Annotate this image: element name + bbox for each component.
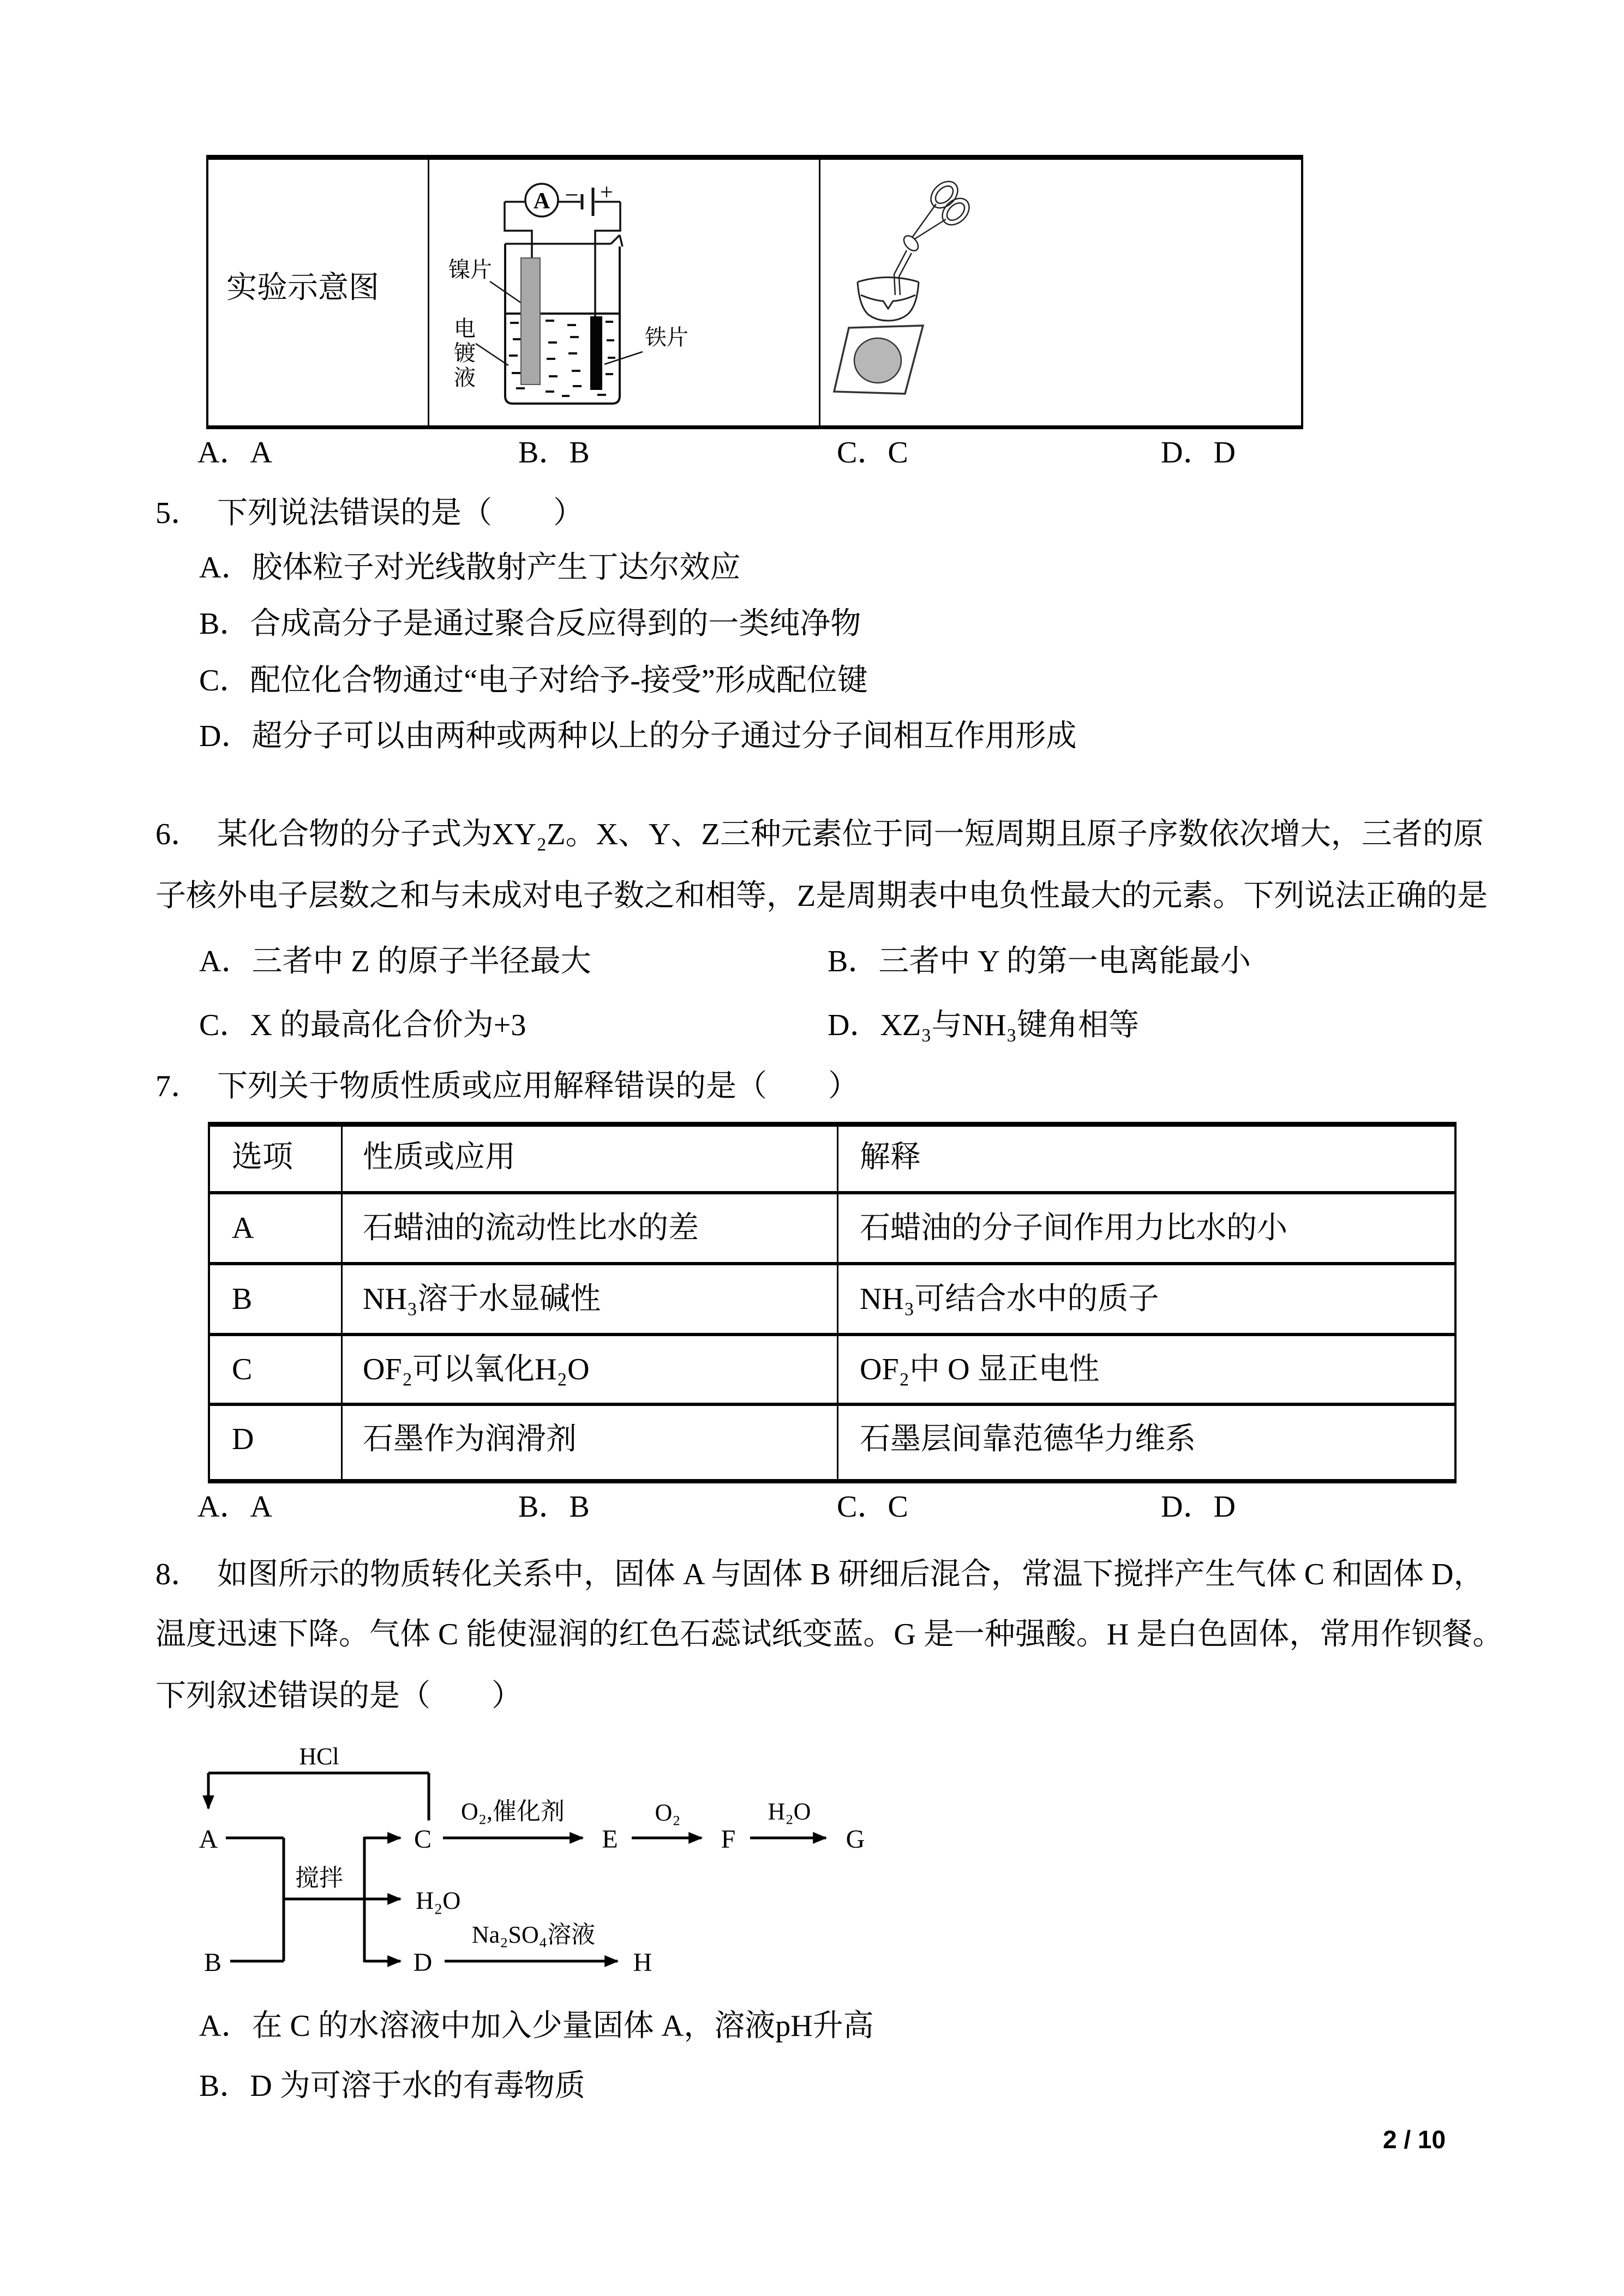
answer-option-b: B．B	[518, 1489, 590, 1524]
question-6-number: 6．	[155, 817, 201, 851]
answer-option-c: C．C	[837, 1489, 908, 1524]
nickel-electrode	[521, 258, 540, 384]
circuit-wire	[595, 202, 620, 316]
t2-row-c-expl: OF₂中 O 显正电性	[860, 1352, 1100, 1386]
question-6-option-a: A．三者中 Z 的原子半径最大	[199, 944, 591, 978]
sample-disc	[854, 338, 901, 383]
battery-minus-label: −	[565, 182, 579, 208]
node-a: A	[199, 1825, 218, 1854]
crucible-inner-line	[861, 295, 915, 309]
nickel-label: 镍片	[448, 257, 492, 282]
t2-header-property: 性质或应用	[363, 1140, 516, 1174]
question-6-option-c: C．X 的最高化合价为+3	[199, 1008, 526, 1042]
node-h: H	[633, 1948, 652, 1977]
table-divider	[341, 1127, 343, 1479]
question-6-option-d: D．XZ₃与NH₃键角相等	[828, 1008, 1140, 1042]
ab-bracket-line	[226, 1838, 284, 1961]
ammeter-label: A	[533, 189, 550, 214]
question-8-option-a: A．在 C 的水溶液中加入少量固体 A，溶液pH升高	[199, 2009, 874, 2043]
solution-label-char: 液	[454, 365, 476, 390]
question-5-option-b: B．合成高分子是通过聚合反应得到的一类纯净物	[199, 606, 861, 641]
question-5-option-d: D．超分子可以由两种或两种以上的分子通过分子间相互作用形成	[199, 719, 1077, 753]
electroplating-diagram	[428, 155, 819, 420]
question-5-number: 5．	[155, 496, 201, 530]
question-8-stem-line3: 下列叙述错误的是（ ）	[155, 1679, 522, 1713]
tongs-ring	[932, 183, 956, 207]
node-f: F	[721, 1825, 736, 1854]
question-5-option-c: C．配位化合物通过“电子对给予-接受”形成配位键	[199, 663, 868, 698]
hcl-label: HCl	[299, 1743, 339, 1770]
question-5-option-a: A．胶体粒子对光线散射产生丁达尔效应	[199, 550, 741, 585]
answer-option-c: C．C	[837, 435, 908, 470]
t2-header-explanation: 解释	[860, 1140, 921, 1174]
o2-label: O₂	[655, 1799, 681, 1826]
question-5-stem: 下列说法错误的是（ ）	[217, 496, 584, 530]
beaker-spout	[505, 235, 622, 247]
node-c: C	[414, 1825, 432, 1854]
t2-row-b-prop: NH₃溶于水显碱性	[363, 1282, 601, 1316]
table-divider	[210, 1191, 1454, 1194]
answer-option-a: A．A	[197, 1489, 272, 1524]
nickel-leader-line	[490, 281, 525, 305]
t2-row-c-key: C	[232, 1352, 253, 1386]
o2-catalyst-label: O₂,催化剂	[460, 1798, 565, 1825]
tongs-handle	[894, 250, 912, 295]
node-d: D	[413, 1948, 433, 1977]
question-7-number: 7．	[155, 1069, 201, 1103]
h2o-label: H₂O	[768, 1798, 811, 1825]
experiment-row-label: 实验示意图	[226, 271, 379, 305]
question-8-stem-line2: 温度迅速下降。气体 C 能使湿润的红色石蕊试纸变蓝。G 是一种强酸。H 是白色固体，常用作钡餐。	[155, 1617, 1503, 1651]
na2so4-label: Na₂SO₄溶液	[471, 1921, 596, 1948]
stir-label: 搅拌	[295, 1865, 343, 1891]
t2-row-a-expl: 石蜡油的分子间作用力比水的小	[860, 1211, 1287, 1245]
answer-option-a: A．A	[197, 435, 272, 470]
t2-row-b-expl: NH₃可结合水中的质子	[860, 1282, 1159, 1316]
t2-row-a-key: A	[232, 1211, 254, 1245]
answer-option-b: B．B	[518, 435, 590, 470]
t2-row-a-prop: 石蜡油的流动性比水的差	[363, 1211, 699, 1245]
crucible-diagram	[819, 155, 1299, 420]
question-6-option-b: B．三者中 Y 的第一电离能最小	[828, 944, 1251, 978]
h2o-product-label: H₂O	[416, 1886, 461, 1914]
t2-row-d-prop: 石墨作为润滑剂	[363, 1422, 577, 1456]
t2-row-c-prop: OF₂可以氧化H₂O	[363, 1352, 590, 1386]
crucible-bowl	[858, 282, 919, 321]
table-divider	[210, 1403, 1454, 1406]
solution-label-char: 电	[454, 316, 476, 341]
node-e: E	[602, 1825, 618, 1854]
table-divider	[210, 1333, 1454, 1336]
table-divider	[837, 1127, 838, 1479]
crucible-rim	[858, 278, 919, 283]
page-number: 2 / 10	[1383, 2125, 1446, 2154]
tongs-ring	[937, 193, 974, 230]
t2-row-b-key: B	[232, 1282, 253, 1316]
table-divider	[210, 1262, 1454, 1265]
question-6-stem-line1: 某化合物的分子式为XY₂Z。X、Y、Z三种元素位于同一短周期且原子序数依次增大，三者的原	[217, 817, 1484, 851]
t2-header-option: 选项	[232, 1140, 293, 1174]
node-b: B	[203, 1948, 222, 1977]
solution-label-char: 镀	[454, 341, 476, 365]
solution-leader-line	[476, 344, 508, 365]
iron-electrode	[590, 316, 602, 390]
t2-row-d-key: D	[232, 1422, 254, 1456]
node-g: G	[846, 1825, 865, 1854]
hcl-feedback-line	[208, 1773, 429, 1820]
question-7-stem: 下列关于物质性质或应用解释错误的是（ ）	[217, 1069, 859, 1103]
battery-plus-label: +	[600, 180, 613, 205]
question-8-option-b: B．D 为可溶于水的有毒物质	[199, 2069, 585, 2103]
question-8-number: 8．	[155, 1557, 201, 1591]
tongs-ring	[944, 200, 968, 224]
tongs-arms	[913, 204, 946, 239]
iron-label: 铁片	[645, 325, 688, 350]
question-6-stem-line2: 子核外电子层数之和与未成对电子数之和相等，Z是周期表中电负性最大的元素。下列说法正确的是	[155, 879, 1488, 913]
substance-flow-diagram	[164, 1734, 938, 1991]
question-8-stem-line1: 如图所示的物质转化关系中，固体 A 与固体 B 研细后混合，常温下搅拌产生气体 C 和固体 D，	[217, 1557, 1484, 1591]
answer-option-d: D．D	[1161, 435, 1236, 470]
t2-row-d-expl: 石墨层间靠范德华力维系	[860, 1422, 1196, 1456]
answer-option-d: D．D	[1161, 1489, 1236, 1524]
